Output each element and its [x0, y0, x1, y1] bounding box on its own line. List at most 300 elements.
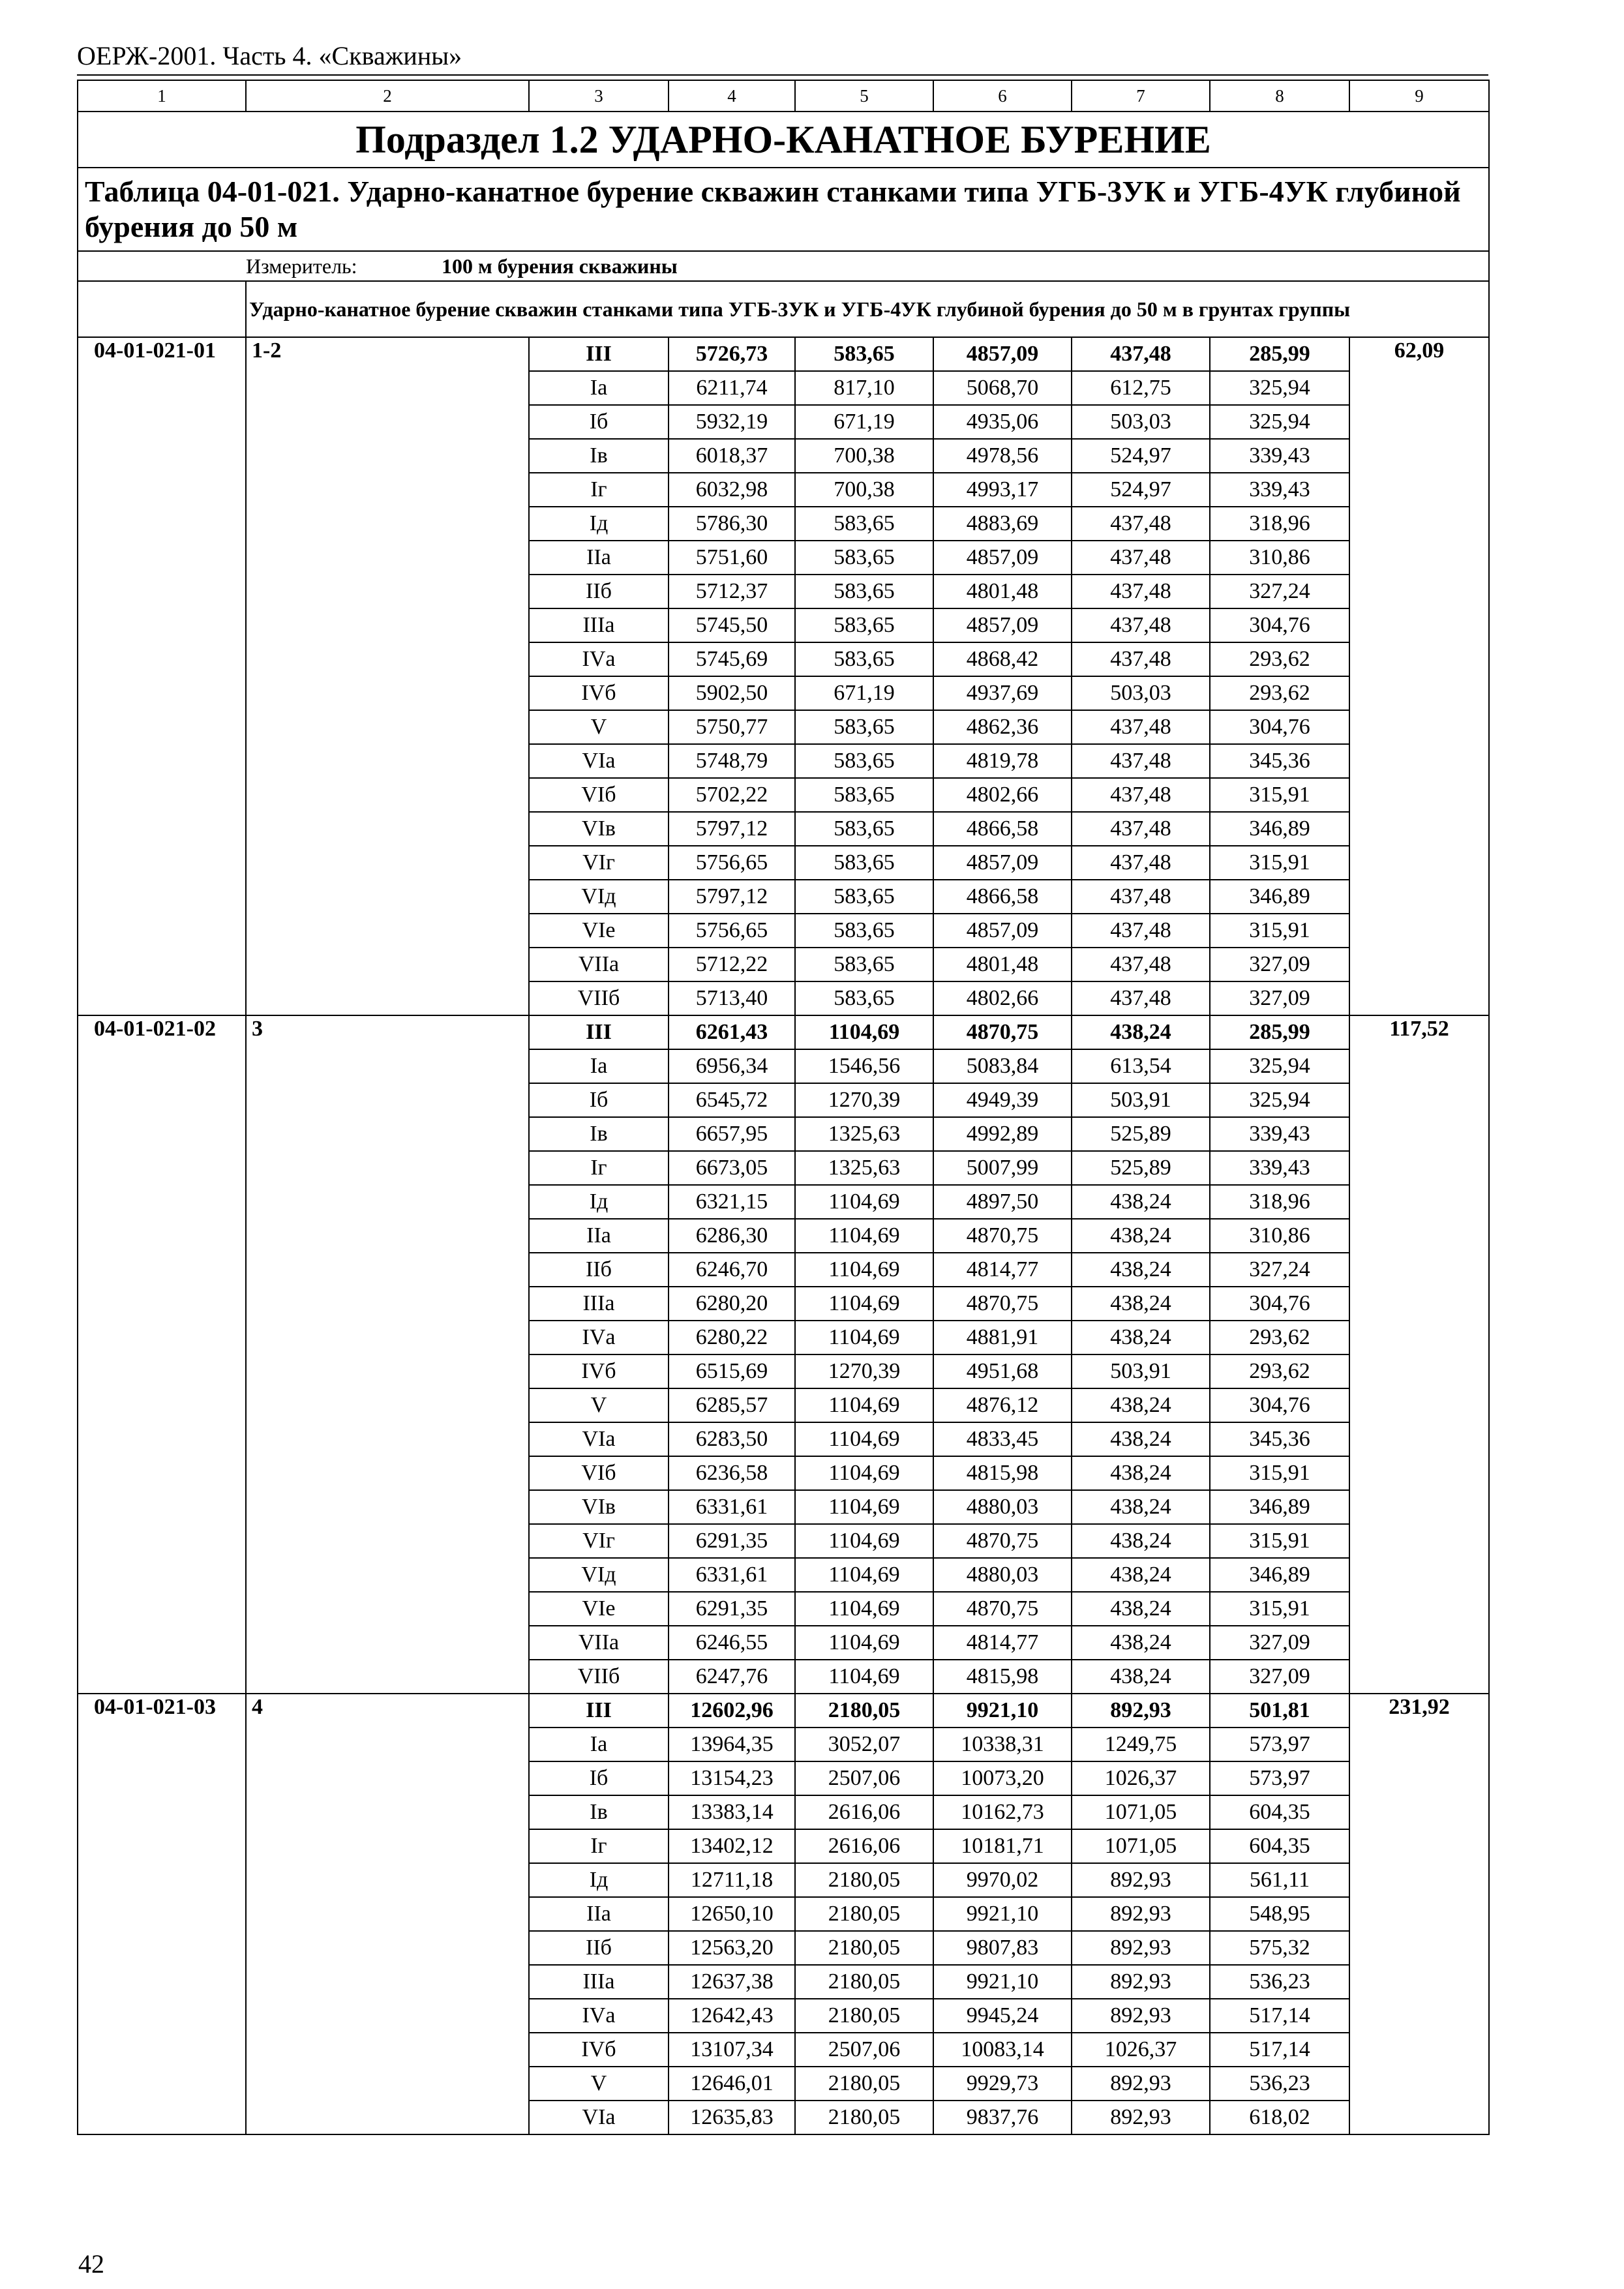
machine-cost-cell: 4857,09 — [933, 914, 1072, 948]
region-cell: IVб — [529, 676, 669, 710]
machine-cost-cell: 9921,10 — [933, 1694, 1072, 1728]
unit-row — [78, 251, 1489, 281]
materials-cost-cell: 293,62 — [1210, 676, 1349, 710]
region-cell: Iб — [529, 405, 669, 439]
total-cost-cell: 5712,37 — [669, 575, 795, 608]
region-cell: IIб — [529, 575, 669, 608]
operator-wages-cell: 438,24 — [1072, 1253, 1210, 1287]
materials-cost-cell: 318,96 — [1210, 1185, 1349, 1219]
materials-cost-cell: 327,09 — [1210, 948, 1349, 981]
materials-cost-cell: 346,89 — [1210, 880, 1349, 914]
total-cost-cell: 5756,65 — [669, 914, 795, 948]
total-cost-cell: 12646,01 — [669, 2067, 795, 2101]
materials-cost-cell: 327,09 — [1210, 981, 1349, 1015]
region-cell: VIе — [529, 1592, 669, 1626]
region-cell: V — [529, 1388, 669, 1422]
machine-cost-cell: 4880,03 — [933, 1490, 1072, 1524]
total-cost-cell: 6515,69 — [669, 1354, 795, 1388]
machine-cost-cell: 4897,50 — [933, 1185, 1072, 1219]
wages-cell: 1104,69 — [795, 1185, 933, 1219]
machine-cost-cell: 9970,02 — [933, 1863, 1072, 1897]
operator-wages-cell: 503,03 — [1072, 676, 1210, 710]
operator-wages-cell: 503,91 — [1072, 1354, 1210, 1388]
operator-wages-cell: 1026,37 — [1072, 1761, 1210, 1795]
region-cell: IVб — [529, 1354, 669, 1388]
coefficient-cell: 62,09 — [1349, 337, 1489, 1015]
materials-cost-cell: 315,91 — [1210, 1592, 1349, 1626]
total-cost-cell: 5756,65 — [669, 846, 795, 880]
column-number: 3 — [529, 80, 669, 112]
materials-cost-cell: 285,99 — [1210, 1015, 1349, 1049]
total-cost-cell: 6673,05 — [669, 1151, 795, 1185]
materials-cost-cell: 325,94 — [1210, 1083, 1349, 1117]
wages-cell: 671,19 — [795, 676, 933, 710]
materials-cost-cell: 327,09 — [1210, 1626, 1349, 1660]
wages-cell: 1104,69 — [795, 1219, 933, 1253]
wages-cell: 583,65 — [795, 948, 933, 981]
region-cell: Iб — [529, 1083, 669, 1117]
operator-wages-cell: 892,93 — [1072, 2101, 1210, 2134]
region-cell: VIIб — [529, 981, 669, 1015]
operator-wages-cell: 612,75 — [1072, 371, 1210, 405]
wages-cell: 3052,07 — [795, 1728, 933, 1761]
region-cell: Iд — [529, 507, 669, 541]
total-cost-cell: 5702,22 — [669, 778, 795, 812]
total-cost-cell: 6261,43 — [669, 1015, 795, 1049]
operator-wages-cell: 892,93 — [1072, 1965, 1210, 1999]
operator-wages-cell: 525,89 — [1072, 1151, 1210, 1185]
region-cell: VIIа — [529, 948, 669, 981]
unit-label: Измеритель: — [246, 254, 357, 278]
total-cost-cell: 5745,69 — [669, 642, 795, 676]
region-cell: Iг — [529, 1151, 669, 1185]
wages-cell: 1325,63 — [795, 1117, 933, 1151]
materials-cost-cell: 604,35 — [1210, 1795, 1349, 1829]
total-cost-cell: 6280,20 — [669, 1287, 795, 1321]
soil-group: 3 — [246, 1015, 529, 1694]
machine-cost-cell: 9945,24 — [933, 1999, 1072, 2033]
wages-cell: 583,65 — [795, 710, 933, 744]
table-row — [78, 1015, 1489, 1049]
total-cost-cell: 12602,96 — [669, 1694, 795, 1728]
operator-wages-cell: 437,48 — [1072, 575, 1210, 608]
region-cell: IVа — [529, 1321, 669, 1354]
total-cost-cell: 13154,23 — [669, 1761, 795, 1795]
total-cost-cell: 5745,50 — [669, 608, 795, 642]
machine-cost-cell: 10162,73 — [933, 1795, 1072, 1829]
region-cell: VIа — [529, 744, 669, 778]
machine-cost-cell: 10338,31 — [933, 1728, 1072, 1761]
soil-group: 4 — [246, 1694, 529, 2134]
region-cell: Iв — [529, 1117, 669, 1151]
wages-cell: 583,65 — [795, 846, 933, 880]
wages-cell: 2180,05 — [795, 1999, 933, 2033]
wages-cell: 1104,69 — [795, 1490, 933, 1524]
wages-cell: 2180,05 — [795, 1931, 933, 1965]
wages-cell: 1104,69 — [795, 1321, 933, 1354]
total-cost-cell: 12563,20 — [669, 1931, 795, 1965]
column-number: 4 — [669, 80, 795, 112]
total-cost-cell: 6246,55 — [669, 1626, 795, 1660]
operator-wages-cell: 437,48 — [1072, 914, 1210, 948]
region-cell: VIIб — [529, 1660, 669, 1694]
materials-cost-cell: 501,81 — [1210, 1694, 1349, 1728]
operator-wages-cell: 437,48 — [1072, 948, 1210, 981]
wages-cell: 2180,05 — [795, 2101, 933, 2134]
region-cell: VIд — [529, 880, 669, 914]
subsection-title: Подраздел 1.2 УДАРНО-КАНАТНОЕ БУРЕНИЕ — [78, 112, 1489, 168]
materials-cost-cell: 325,94 — [1210, 1049, 1349, 1083]
column-number: 9 — [1349, 80, 1489, 112]
region-cell: III — [529, 1694, 669, 1728]
total-cost-cell: 13383,14 — [669, 1795, 795, 1829]
region-cell: VIе — [529, 914, 669, 948]
region-cell: IIIа — [529, 1287, 669, 1321]
wages-cell: 2180,05 — [795, 1863, 933, 1897]
table-title-row — [78, 168, 1489, 251]
subsection-row — [78, 112, 1489, 168]
operator-wages-cell: 437,48 — [1072, 710, 1210, 744]
total-cost-cell: 6286,30 — [669, 1219, 795, 1253]
total-cost-cell: 5797,12 — [669, 880, 795, 914]
machine-cost-cell: 4814,77 — [933, 1626, 1072, 1660]
wages-cell: 583,65 — [795, 642, 933, 676]
wages-cell: 1104,69 — [795, 1660, 933, 1694]
total-cost-cell: 13964,35 — [669, 1728, 795, 1761]
machine-cost-cell: 4949,39 — [933, 1083, 1072, 1117]
operator-wages-cell: 892,93 — [1072, 1897, 1210, 1931]
wages-cell: 583,65 — [795, 914, 933, 948]
materials-cost-cell: 548,95 — [1210, 1897, 1349, 1931]
operator-wages-cell: 437,48 — [1072, 812, 1210, 846]
machine-cost-cell: 4862,36 — [933, 710, 1072, 744]
machine-cost-cell: 10073,20 — [933, 1761, 1072, 1795]
materials-cost-cell: 304,76 — [1210, 710, 1349, 744]
rates-table — [77, 80, 1490, 2135]
region-cell: IVа — [529, 642, 669, 676]
region-cell: Iа — [529, 371, 669, 405]
machine-cost-cell: 4992,89 — [933, 1117, 1072, 1151]
wages-cell: 1104,69 — [795, 1287, 933, 1321]
wages-cell: 2180,05 — [795, 1694, 933, 1728]
materials-cost-cell: 315,91 — [1210, 846, 1349, 880]
machine-cost-cell: 4814,77 — [933, 1253, 1072, 1287]
machine-cost-cell: 4880,03 — [933, 1558, 1072, 1592]
region-cell: IIб — [529, 1253, 669, 1287]
total-cost-cell: 6246,70 — [669, 1253, 795, 1287]
column-number-row — [78, 80, 1489, 112]
machine-cost-cell: 9837,76 — [933, 2101, 1072, 2134]
total-cost-cell: 6280,22 — [669, 1321, 795, 1354]
region-cell: IIб — [529, 1931, 669, 1965]
operator-wages-cell: 437,48 — [1072, 744, 1210, 778]
total-cost-cell: 5726,73 — [669, 337, 795, 371]
total-cost-cell: 6291,35 — [669, 1524, 795, 1558]
machine-cost-cell: 4801,48 — [933, 575, 1072, 608]
machine-cost-cell: 4815,98 — [933, 1660, 1072, 1694]
materials-cost-cell: 327,24 — [1210, 1253, 1349, 1287]
total-cost-cell: 6956,34 — [669, 1049, 795, 1083]
wages-cell: 2180,05 — [795, 1965, 933, 1999]
total-cost-cell: 13107,34 — [669, 2033, 795, 2067]
wages-cell: 2180,05 — [795, 1897, 933, 1931]
machine-cost-cell: 4866,58 — [933, 880, 1072, 914]
machine-cost-cell: 5083,84 — [933, 1049, 1072, 1083]
wages-cell: 2507,06 — [795, 1761, 933, 1795]
coefficient-cell: 117,52 — [1349, 1015, 1489, 1694]
description-spacer — [78, 281, 246, 337]
total-cost-cell: 12637,38 — [669, 1965, 795, 1999]
total-cost-cell: 6291,35 — [669, 1592, 795, 1626]
machine-cost-cell: 9921,10 — [933, 1897, 1072, 1931]
page-body — [77, 80, 1488, 2135]
machine-cost-cell: 10181,71 — [933, 1829, 1072, 1863]
operator-wages-cell: 524,97 — [1072, 473, 1210, 507]
operator-wages-cell: 437,48 — [1072, 981, 1210, 1015]
wages-cell: 583,65 — [795, 744, 933, 778]
table-row — [78, 1694, 1489, 1728]
machine-cost-cell: 4819,78 — [933, 744, 1072, 778]
region-cell: Iд — [529, 1863, 669, 1897]
operator-wages-cell: 503,91 — [1072, 1083, 1210, 1117]
materials-cost-cell: 315,91 — [1210, 778, 1349, 812]
materials-cost-cell: 293,62 — [1210, 1321, 1349, 1354]
materials-cost-cell: 517,14 — [1210, 1999, 1349, 2033]
materials-cost-cell: 339,43 — [1210, 473, 1349, 507]
materials-cost-cell: 318,96 — [1210, 507, 1349, 541]
wages-cell: 2180,05 — [795, 2067, 933, 2101]
soil-group: 1-2 — [246, 337, 529, 1015]
materials-cost-cell: 325,94 — [1210, 405, 1349, 439]
materials-cost-cell: 604,35 — [1210, 1829, 1349, 1863]
wages-cell: 700,38 — [795, 473, 933, 507]
machine-cost-cell: 4868,42 — [933, 642, 1072, 676]
region-cell: Iг — [529, 473, 669, 507]
wages-cell: 671,19 — [795, 405, 933, 439]
operator-wages-cell: 437,48 — [1072, 507, 1210, 541]
materials-cost-cell: 310,86 — [1210, 1219, 1349, 1253]
wages-cell: 583,65 — [795, 981, 933, 1015]
machine-cost-cell: 4866,58 — [933, 812, 1072, 846]
materials-cost-cell: 339,43 — [1210, 1151, 1349, 1185]
total-cost-cell: 12711,18 — [669, 1863, 795, 1897]
operator-wages-cell: 438,24 — [1072, 1660, 1210, 1694]
materials-cost-cell: 339,43 — [1210, 439, 1349, 473]
materials-cost-cell: 304,76 — [1210, 608, 1349, 642]
machine-cost-cell: 4951,68 — [933, 1354, 1072, 1388]
total-cost-cell: 6236,58 — [669, 1456, 795, 1490]
region-cell: IIа — [529, 1219, 669, 1253]
materials-cost-cell: 575,32 — [1210, 1931, 1349, 1965]
materials-cost-cell: 536,23 — [1210, 2067, 1349, 2101]
table-row — [78, 337, 1489, 371]
machine-cost-cell: 4857,09 — [933, 541, 1072, 575]
materials-cost-cell: 315,91 — [1210, 1524, 1349, 1558]
machine-cost-cell: 4870,75 — [933, 1592, 1072, 1626]
total-cost-cell: 5751,60 — [669, 541, 795, 575]
materials-cost-cell: 346,89 — [1210, 1558, 1349, 1592]
operator-wages-cell: 1249,75 — [1072, 1728, 1210, 1761]
wages-cell: 1104,69 — [795, 1015, 933, 1049]
unit-value: 100 м бурения скважины — [442, 254, 678, 278]
region-cell: III — [529, 1015, 669, 1049]
region-cell: III — [529, 337, 669, 371]
wages-cell: 583,65 — [795, 541, 933, 575]
machine-cost-cell: 4881,91 — [933, 1321, 1072, 1354]
region-cell: VIа — [529, 2101, 669, 2134]
machine-cost-cell: 4883,69 — [933, 507, 1072, 541]
materials-cost-cell: 304,76 — [1210, 1287, 1349, 1321]
region-cell: VIг — [529, 1524, 669, 1558]
operator-wages-cell: 438,24 — [1072, 1219, 1210, 1253]
column-number: 8 — [1210, 80, 1349, 112]
operator-wages-cell: 1071,05 — [1072, 1795, 1210, 1829]
total-cost-cell: 5713,40 — [669, 981, 795, 1015]
item-code: 04-01-021-03 — [78, 1694, 246, 2134]
total-cost-cell: 5786,30 — [669, 507, 795, 541]
wages-cell: 1325,63 — [795, 1151, 933, 1185]
total-cost-cell: 5797,12 — [669, 812, 795, 846]
wages-cell: 583,65 — [795, 507, 933, 541]
wages-cell: 1546,56 — [795, 1049, 933, 1083]
wages-cell: 583,65 — [795, 337, 933, 371]
coefficient-cell: 231,92 — [1349, 1694, 1489, 2134]
region-cell: V — [529, 710, 669, 744]
total-cost-cell: 6331,61 — [669, 1490, 795, 1524]
materials-cost-cell: 346,89 — [1210, 1490, 1349, 1524]
region-cell: VIб — [529, 778, 669, 812]
materials-cost-cell: 573,97 — [1210, 1761, 1349, 1795]
machine-cost-cell: 4802,66 — [933, 981, 1072, 1015]
table-body — [78, 80, 1489, 2134]
total-cost-cell: 5902,50 — [669, 676, 795, 710]
operator-wages-cell: 438,24 — [1072, 1321, 1210, 1354]
materials-cost-cell: 325,94 — [1210, 371, 1349, 405]
wages-cell: 2507,06 — [795, 2033, 933, 2067]
column-number: 7 — [1072, 80, 1210, 112]
materials-cost-cell: 304,76 — [1210, 1388, 1349, 1422]
total-cost-cell: 5712,22 — [669, 948, 795, 981]
machine-cost-cell: 4870,75 — [933, 1015, 1072, 1049]
total-cost-cell: 6283,50 — [669, 1422, 795, 1456]
materials-cost-cell: 285,99 — [1210, 337, 1349, 371]
region-cell: VIв — [529, 812, 669, 846]
wages-cell: 2616,06 — [795, 1795, 933, 1829]
region-cell: VIд — [529, 1558, 669, 1592]
operator-wages-cell: 438,24 — [1072, 1287, 1210, 1321]
column-number: 5 — [795, 80, 933, 112]
machine-cost-cell: 4876,12 — [933, 1388, 1072, 1422]
machine-cost-cell: 5068,70 — [933, 371, 1072, 405]
wages-cell: 2616,06 — [795, 1829, 933, 1863]
operator-wages-cell: 437,48 — [1072, 846, 1210, 880]
wages-cell: 583,65 — [795, 880, 933, 914]
operator-wages-cell: 1071,05 — [1072, 1829, 1210, 1863]
total-cost-cell: 6211,74 — [669, 371, 795, 405]
wages-cell: 1270,39 — [795, 1083, 933, 1117]
materials-cost-cell: 536,23 — [1210, 1965, 1349, 1999]
total-cost-cell: 13402,12 — [669, 1829, 795, 1863]
materials-cost-cell: 315,91 — [1210, 1456, 1349, 1490]
machine-cost-cell: 4857,09 — [933, 608, 1072, 642]
region-cell: IIа — [529, 1897, 669, 1931]
wages-cell: 1104,69 — [795, 1456, 933, 1490]
machine-cost-cell: 4857,09 — [933, 846, 1072, 880]
wages-cell: 817,10 — [795, 371, 933, 405]
region-cell: V — [529, 2067, 669, 2101]
materials-cost-cell: 315,91 — [1210, 914, 1349, 948]
column-number: 1 — [78, 80, 246, 112]
operator-wages-cell: 437,48 — [1072, 608, 1210, 642]
materials-cost-cell: 345,36 — [1210, 1422, 1349, 1456]
wages-cell: 583,65 — [795, 608, 933, 642]
table-title: Таблица 04-01-021. Ударно-канатное бурение скважин станками типа УГБ-3УК и УГБ-4УК глубиной бурения до 50 м — [78, 168, 1489, 251]
unit-spacer — [78, 251, 246, 281]
running-header: ОЕРЖ-2001. Часть 4. «Скважины» — [77, 41, 462, 70]
operator-wages-cell: 524,97 — [1072, 439, 1210, 473]
operator-wages-cell: 892,93 — [1072, 2067, 1210, 2101]
region-cell: VIIа — [529, 1626, 669, 1660]
operator-wages-cell: 613,54 — [1072, 1049, 1210, 1083]
unit-cell — [246, 251, 1489, 281]
machine-cost-cell: 10083,14 — [933, 2033, 1072, 2067]
machine-cost-cell: 4870,75 — [933, 1524, 1072, 1558]
region-cell: IIIа — [529, 1965, 669, 1999]
total-cost-cell: 5748,79 — [669, 744, 795, 778]
machine-cost-cell: 4870,75 — [933, 1287, 1072, 1321]
total-cost-cell: 6657,95 — [669, 1117, 795, 1151]
operator-wages-cell: 438,24 — [1072, 1456, 1210, 1490]
region-cell: IIIа — [529, 608, 669, 642]
column-number: 2 — [246, 80, 529, 112]
region-cell: IVа — [529, 1999, 669, 2033]
wages-cell: 583,65 — [795, 575, 933, 608]
region-cell: VIа — [529, 1422, 669, 1456]
materials-cost-cell: 293,62 — [1210, 642, 1349, 676]
wages-cell: 1104,69 — [795, 1626, 933, 1660]
region-cell: IIа — [529, 541, 669, 575]
region-cell: IVб — [529, 2033, 669, 2067]
operator-wages-cell: 503,03 — [1072, 405, 1210, 439]
wages-cell: 583,65 — [795, 778, 933, 812]
wages-cell: 1270,39 — [795, 1354, 933, 1388]
materials-cost-cell: 618,02 — [1210, 2101, 1349, 2134]
wages-cell: 1104,69 — [795, 1558, 933, 1592]
operator-wages-cell: 437,48 — [1072, 541, 1210, 575]
operator-wages-cell: 438,24 — [1072, 1592, 1210, 1626]
materials-cost-cell: 293,62 — [1210, 1354, 1349, 1388]
total-cost-cell: 12650,10 — [669, 1897, 795, 1931]
machine-cost-cell: 4935,06 — [933, 405, 1072, 439]
wages-cell: 1104,69 — [795, 1422, 933, 1456]
machine-cost-cell: 4993,17 — [933, 473, 1072, 507]
header-rule — [77, 74, 1488, 76]
operator-wages-cell: 437,48 — [1072, 337, 1210, 371]
wages-cell: 583,65 — [795, 812, 933, 846]
machine-cost-cell: 4802,66 — [933, 778, 1072, 812]
operator-wages-cell: 892,93 — [1072, 1694, 1210, 1728]
machine-cost-cell: 9807,83 — [933, 1931, 1072, 1965]
total-cost-cell: 12642,43 — [669, 1999, 795, 2033]
materials-cost-cell: 327,09 — [1210, 1660, 1349, 1694]
machine-cost-cell: 4857,09 — [933, 337, 1072, 371]
operator-wages-cell: 437,48 — [1072, 778, 1210, 812]
operator-wages-cell: 437,48 — [1072, 642, 1210, 676]
machine-cost-cell: 4833,45 — [933, 1422, 1072, 1456]
operator-wages-cell: 438,24 — [1072, 1388, 1210, 1422]
operator-wages-cell: 438,24 — [1072, 1185, 1210, 1219]
total-cost-cell: 6331,61 — [669, 1558, 795, 1592]
